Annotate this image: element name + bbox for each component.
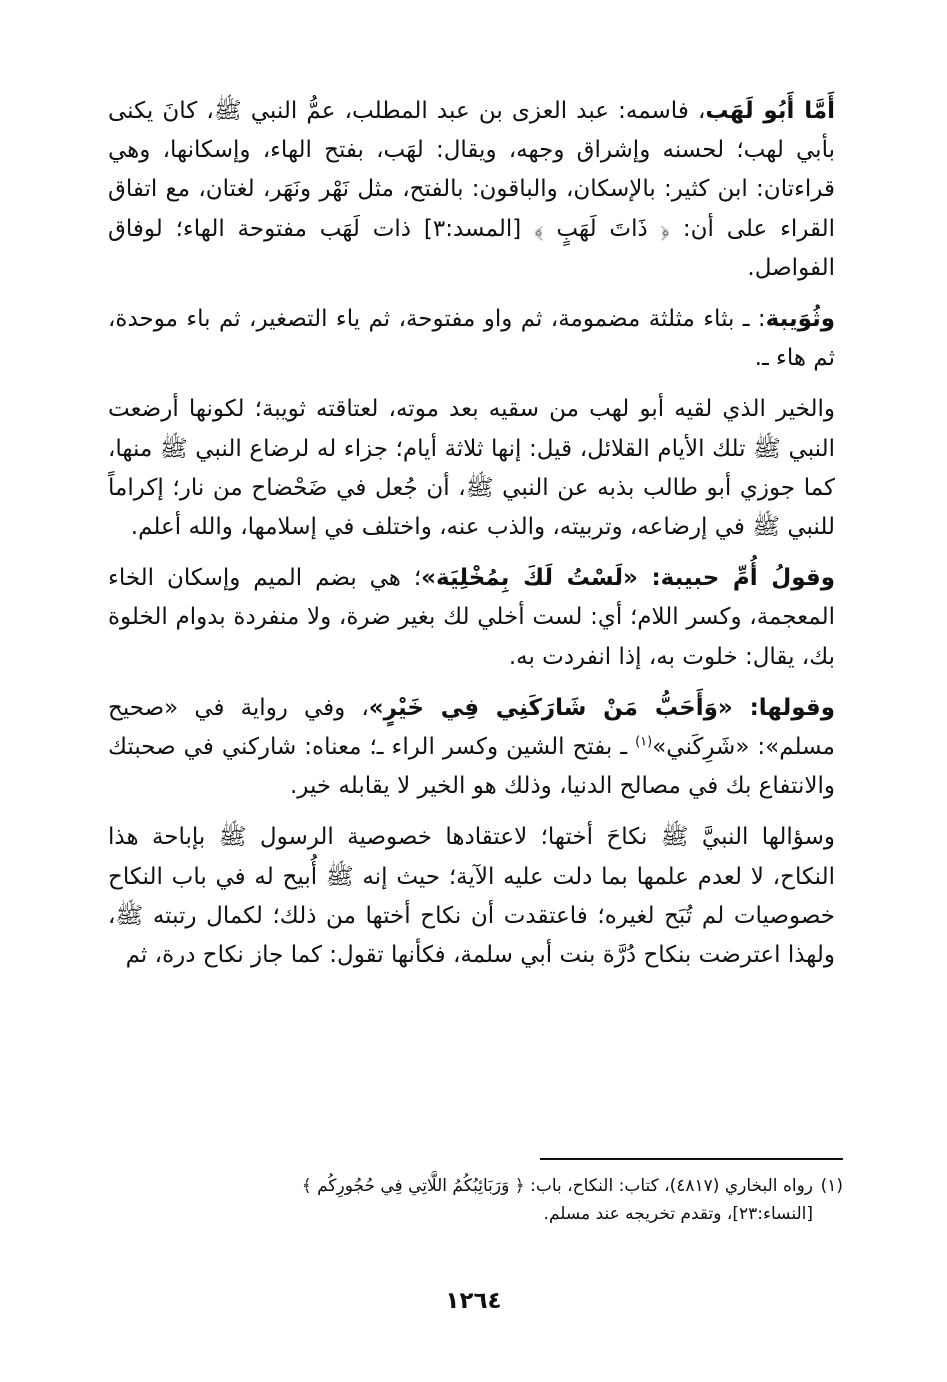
footnote-line-1 [108,1172,843,1200]
footnote-divider [540,1158,843,1160]
paragraph-thuwaybah [108,300,835,378]
paragraph-body: ؛ هي بضم الميم وإسكان الخاء المعجمة، وكسر اللام؛ أي: لست أخلي لك بغير ضرة، ولا منفردة بدوام الخلوة بك، يقال: خلوت به، إذا انفردت به. [108,565,835,670]
paragraph-abu-lahab [108,92,835,288]
paragraph-sharakani [108,689,835,807]
paragraph-body: ، فاسمه: عبد العزى بن عبد المطلب، عمُّ النبي ﷺ، كانَ يكنى بأبي لهب؛ لحسنه وإشراق وجهه، ويقال: لهَب، بفتح الهاء، وإسكانها، وهي قراءتان: ابن كثير: بالإسكان، والباقون: بالفتح، مثل نَهْر ونَهَر، لغتان، مع اتفاق القراء على أن: ﴿ ذَاتَ لَهَبٍ ﴾ [المسد:٣] ذات لَهَب مفتوحة الهاء؛ لوفاق الفواصل. [108,98,836,281]
page-number: ١٢٦٤ [445,1288,502,1314]
paragraph-lead: وقولها: «وَأَحَبُّ مَنْ شَارَكَنِي فِي خَيْرٍ» [368,694,835,721]
footnote-text: رواه البخاري (٤٨١٧)، كتاب: النكاح، باب: ﴿ وَرَبَائِبُكُمُ اللَّاتِي فِي حُجُورِكُم ﴾ [301,1176,813,1196]
paragraph-lead: أَمَّا أَبُو لَهَب [705,98,835,124]
paragraph-body: : ـ بثاء مثلثة مضمومة، ثم واو مفتوحة، ثم ياء التصغير، ثم باء موحدة، ثم هاء ـ. [108,306,835,372]
footnote-line-2: [النساء:٢٣]، وتقدم تخريجه عند مسلم. [543,1204,813,1224]
footnote-marker: (١) [635,734,653,750]
paragraph-lead: وثُوَيبة [765,306,835,333]
main-text [108,92,835,987]
paragraph-body: ، وفي رواية في «صحيح مسلم»: «شَرِكَني» [108,694,835,761]
paragraph-body-continued: ـ بفتح الشين وكسر الراء ـ؛ معناه: شاركني في صحبتك والانتفاع بك في مصالح الدنيا، وذلك هو الخير لا يقابله خير. [108,734,835,800]
footnote-number: (١) [820,1176,843,1196]
paragraph-lead: وقولُ أُمِّ حبيبة: «لَسْتُ لَكَ بِمُخْلِيَة» [421,565,835,592]
paragraph-body: والخير الذي لقيه أبو لهب من سقيه بعد موته، لعتاقته ثويبة؛ لكونها أرضعت النبي ﷺ تلك الأيام القلائل، قيل: إنها ثلاثة أيام؛ جزاء له لرضاع النبي ﷺ منها، كما جوزي أبو طالب بذبه عن النبي ﷺ، أن جُعل في ضَحْضاح من نار؛ إكراماً للنبي ﷺ في إرضاعه، وتربيته، والذب عنه، واختلف في إسلامها، والله أعلم. [108,396,835,541]
paragraph-sister-marriage [108,818,835,975]
paragraph-body: وسؤالها النبيَّ ﷺ نكاحَ أختها؛ لاعتقادها خصوصية الرسول ﷺ بإباحة هذا النكاح، لا لعدم علمها بما دلت عليه الآية؛ حيث إنه ﷺ أُبيح له في باب النكاح خصوصيات لم تُبَح لغيره؛ فاعتقدت أن نكاح أختها من ذلك؛ لكمال رتبته ﷺ، ولهذا اعترضت بنكاح دُرَّة بنت أبي سلمة، فكأنها تقول: كما جاز نكاح درة، ثم [108,824,835,969]
paragraph-khayr [108,390,835,547]
paragraph-umm-habiba [108,559,835,677]
footnote [108,1172,843,1228]
